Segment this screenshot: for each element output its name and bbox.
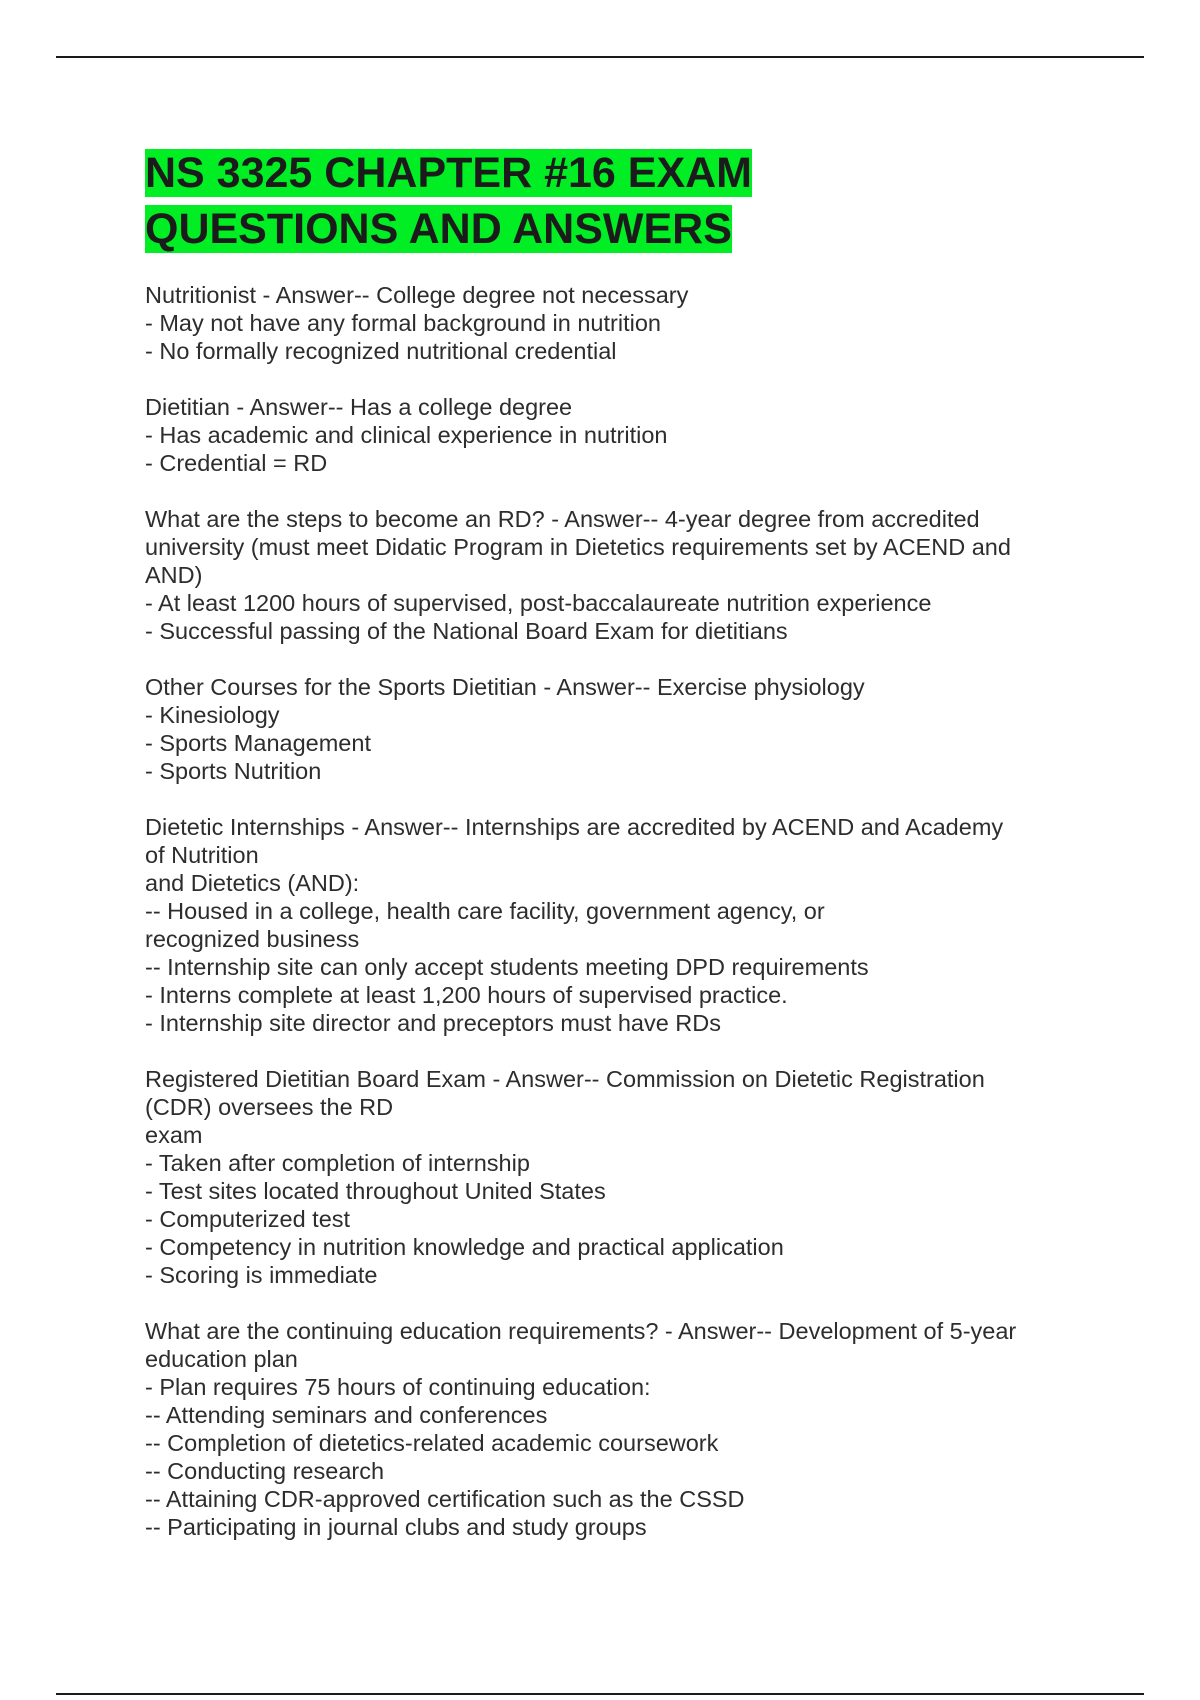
title-line: QUESTIONS AND ANSWERS (145, 205, 732, 253)
qa-entry (145, 673, 1050, 785)
qa-entry (145, 1317, 1050, 1541)
qa-list (145, 281, 1050, 1541)
qa-answer-line: -- Completion of dietetics-related academic coursework (145, 1430, 719, 1456)
qa-question-line: Registered Dietitian Board Exam - Answer-- Commission on Dietetic Registration (145, 1066, 985, 1092)
qa-answer-line: (CDR) oversees the RD (145, 1094, 394, 1120)
qa-answer-line: - May not have any formal background in nutrition (145, 310, 661, 336)
qa-answer-line: AND) (145, 562, 203, 588)
qa-answer-line: of Nutrition (145, 842, 259, 868)
qa-entry (145, 393, 1050, 477)
qa-answer-line: - Taken after completion of internship (145, 1150, 530, 1176)
qa-answer-line: -- Housed in a college, health care facility, government agency, or (145, 898, 825, 924)
qa-answer-line: - Sports Management (145, 730, 371, 756)
page-title (145, 145, 1050, 257)
qa-entry (145, 505, 1050, 645)
qa-answer-line: - Sports Nutrition (145, 758, 322, 784)
qa-answer-line: recognized business (145, 926, 360, 952)
qa-question-line: Dietetic Internships - Answer-- Internships are accredited by ACEND and Academy (145, 814, 1004, 840)
qa-answer-line: -- Conducting research (145, 1458, 385, 1484)
qa-answer-line: - Has academic and clinical experience in nutrition (145, 422, 668, 448)
qa-answer-line: - Scoring is immediate (145, 1262, 378, 1288)
qa-answer-line: education plan (145, 1346, 298, 1372)
qa-answer-line: - Plan requires 75 hours of continuing education: (145, 1374, 651, 1400)
qa-answer-line: exam (145, 1122, 203, 1148)
bottom-rule (56, 1693, 1144, 1695)
qa-answer-line: - Internship site director and preceptors must have RDs (145, 1010, 722, 1036)
qa-answer-line: -- Attaining CDR-approved certification such as the CSSD (145, 1486, 745, 1512)
qa-answer-line: - Successful passing of the National Board Exam for dietitians (145, 618, 788, 644)
title-line: NS 3325 CHAPTER #16 EXAM (145, 149, 752, 197)
qa-entry (145, 1065, 1050, 1289)
qa-answer-line: -- Attending seminars and conferences (145, 1402, 548, 1428)
qa-answer-line: - Credential = RD (145, 450, 328, 476)
qa-answer-line: - Test sites located throughout United States (145, 1178, 606, 1204)
qa-question-line: What are the steps to become an RD? - Answer-- 4-year degree from accredited (145, 506, 980, 532)
qa-answer-line: -- Internship site can only accept students meeting DPD requirements (145, 954, 869, 980)
qa-answer-line: - Competency in nutrition knowledge and practical application (145, 1234, 784, 1260)
qa-answer-line: - Computerized test (145, 1206, 351, 1232)
qa-answer-line: - Kinesiology (145, 702, 280, 728)
qa-question-line: Other Courses for the Sports Dietitian - Answer-- Exercise physiology (145, 674, 865, 700)
document-body (145, 145, 1050, 1569)
qa-entry (145, 813, 1050, 1037)
top-rule (56, 56, 1144, 58)
qa-answer-line: - Interns complete at least 1,200 hours of supervised practice. (145, 982, 788, 1008)
qa-question-line: Dietitian - Answer-- Has a college degree (145, 394, 573, 420)
qa-answer-line: - No formally recognized nutritional credential (145, 338, 617, 364)
qa-answer-line: -- Participating in journal clubs and study groups (145, 1514, 647, 1540)
qa-question-line: Nutritionist - Answer-- College degree not necessary (145, 282, 689, 308)
qa-answer-line: - At least 1200 hours of supervised, post-baccalaureate nutrition experience (145, 590, 932, 616)
qa-answer-line: and Dietetics (AND): (145, 870, 360, 896)
qa-entry (145, 281, 1050, 365)
qa-question-line: What are the continuing education requirements? - Answer-- Development of 5-year (145, 1318, 1017, 1344)
qa-answer-line: university (must meet Didatic Program in Dietetics requirements set by ACEND and (145, 534, 1011, 560)
